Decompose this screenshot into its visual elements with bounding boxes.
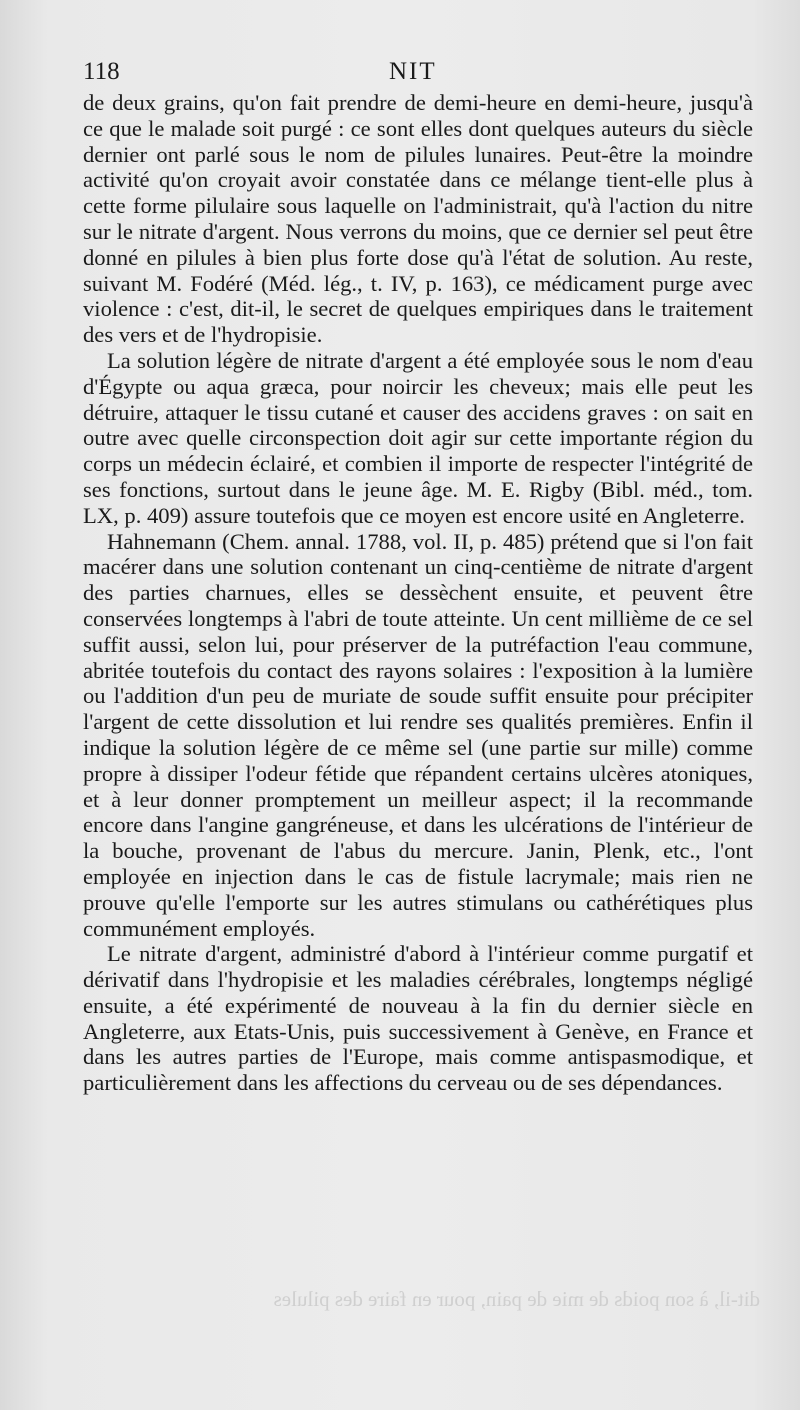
- paragraph-1: de deux grains, qu'on fait prendre de demi-heure en demi-heure, jusqu'à ce que le malade soit purgé : ce sont elles dont quelques auteurs du siècle dernier ont parlé sous le nom de pilules lunaires. Peut-être la moindre activité qu'on croyait avoir constatée dans ce mélange tient-elle plus à cette forme pilulaire sous laquelle on l'administrait, qu'à l'action du nitre sur le nitrate d'argent. Nous verrons du moins, que ce dernier sel peut être donné en pilules à bien plus forte dose qu'à l'état de solution. Au reste, suivant M. Fodéré (Méd. lég., t. IV, p. 163), ce médicament purge avec violence : c'est, dit-il, le secret de quelques empiriques dans le traitement des vers et de l'hydropisie.: [83, 90, 753, 348]
- running-head: NIT: [389, 58, 437, 85]
- page-number: 118: [83, 58, 120, 85]
- paragraph-2: La solution légère de nitrate d'argent a été employée sous le nom d'eau d'Égypte ou aqua græca, pour noircir les cheveux; mais elle peut les détruire, attaquer le tissu cutané et causer des accidens graves : on sait en outre avec quelle circonspection doit agir sur cette importante région du corps un médecin éclairé, et combien il importe de respecter l'intégrité de ses fonctions, surtout dans le jeune âge. M. E. Rigby (Bibl. méd., tom. LX, p. 409) assure toutefois que ce moyen est encore usité en Angleterre.: [83, 347, 753, 528]
- paragraph-4: Le nitrate d'argent, administré d'abord à l'intérieur comme purgatif et dérivatif dans l'hydropisie et les maladies cérébrales, longtemps négligé ensuite, a été expérimenté de nouveau à la fin du dernier siècle en Angleterre, aux Etats-Unis, puis successivement à Genève, en France et dans les autres parties de l'Europe, mais comme antispasmodique, et particulièrement dans les affections du cerveau ou de ses dépendances.: [83, 941, 753, 1096]
- body-text: [83, 90, 753, 1096]
- bleed-through-text: dit-il, à son poids de mie de pain, pour en faire des pilules: [273, 1287, 760, 1311]
- page-header: [83, 58, 783, 92]
- paragraph-3: Hahnemann (Chem. annal. 1788, vol. II, p. 485) prétend que si l'on fait macérer dans une solution contenant un cinq-centième de nitrate d'argent des parties charnues, elles se dessèchent ensuite, et peuvent être conservées longtemps à l'abri de toute atteinte. Un cent millième de ce sel suffit aussi, selon lui, pour préserver de la putréfaction l'eau commune, abritée toutefois du contact des rayons solaires : l'exposition à la lumière ou l'addition d'un peu de muriate de soude suffit ensuite pour précipiter l'argent de cette dissolution et lui rendre ses qualités premières. Enfin il indique la solution légère de ce même sel (une partie sur mille) comme propre à dissiper l'odeur fétide que répandent certains ulcères atoniques, et à leur donner promptement un meilleur aspect; il la recommande encore dans l'angine gangréneuse, et dans les ulcérations de l'intérieur de la bouche, provenant de l'abus du mercure. Janin, Plenk, etc., l'ont employée en injection dans le cas de fistule lacrymale; mais rien ne prouve qu'elle l'emporte sur les autres stimulans ou cathérétiques plus communément employés.: [83, 528, 753, 941]
